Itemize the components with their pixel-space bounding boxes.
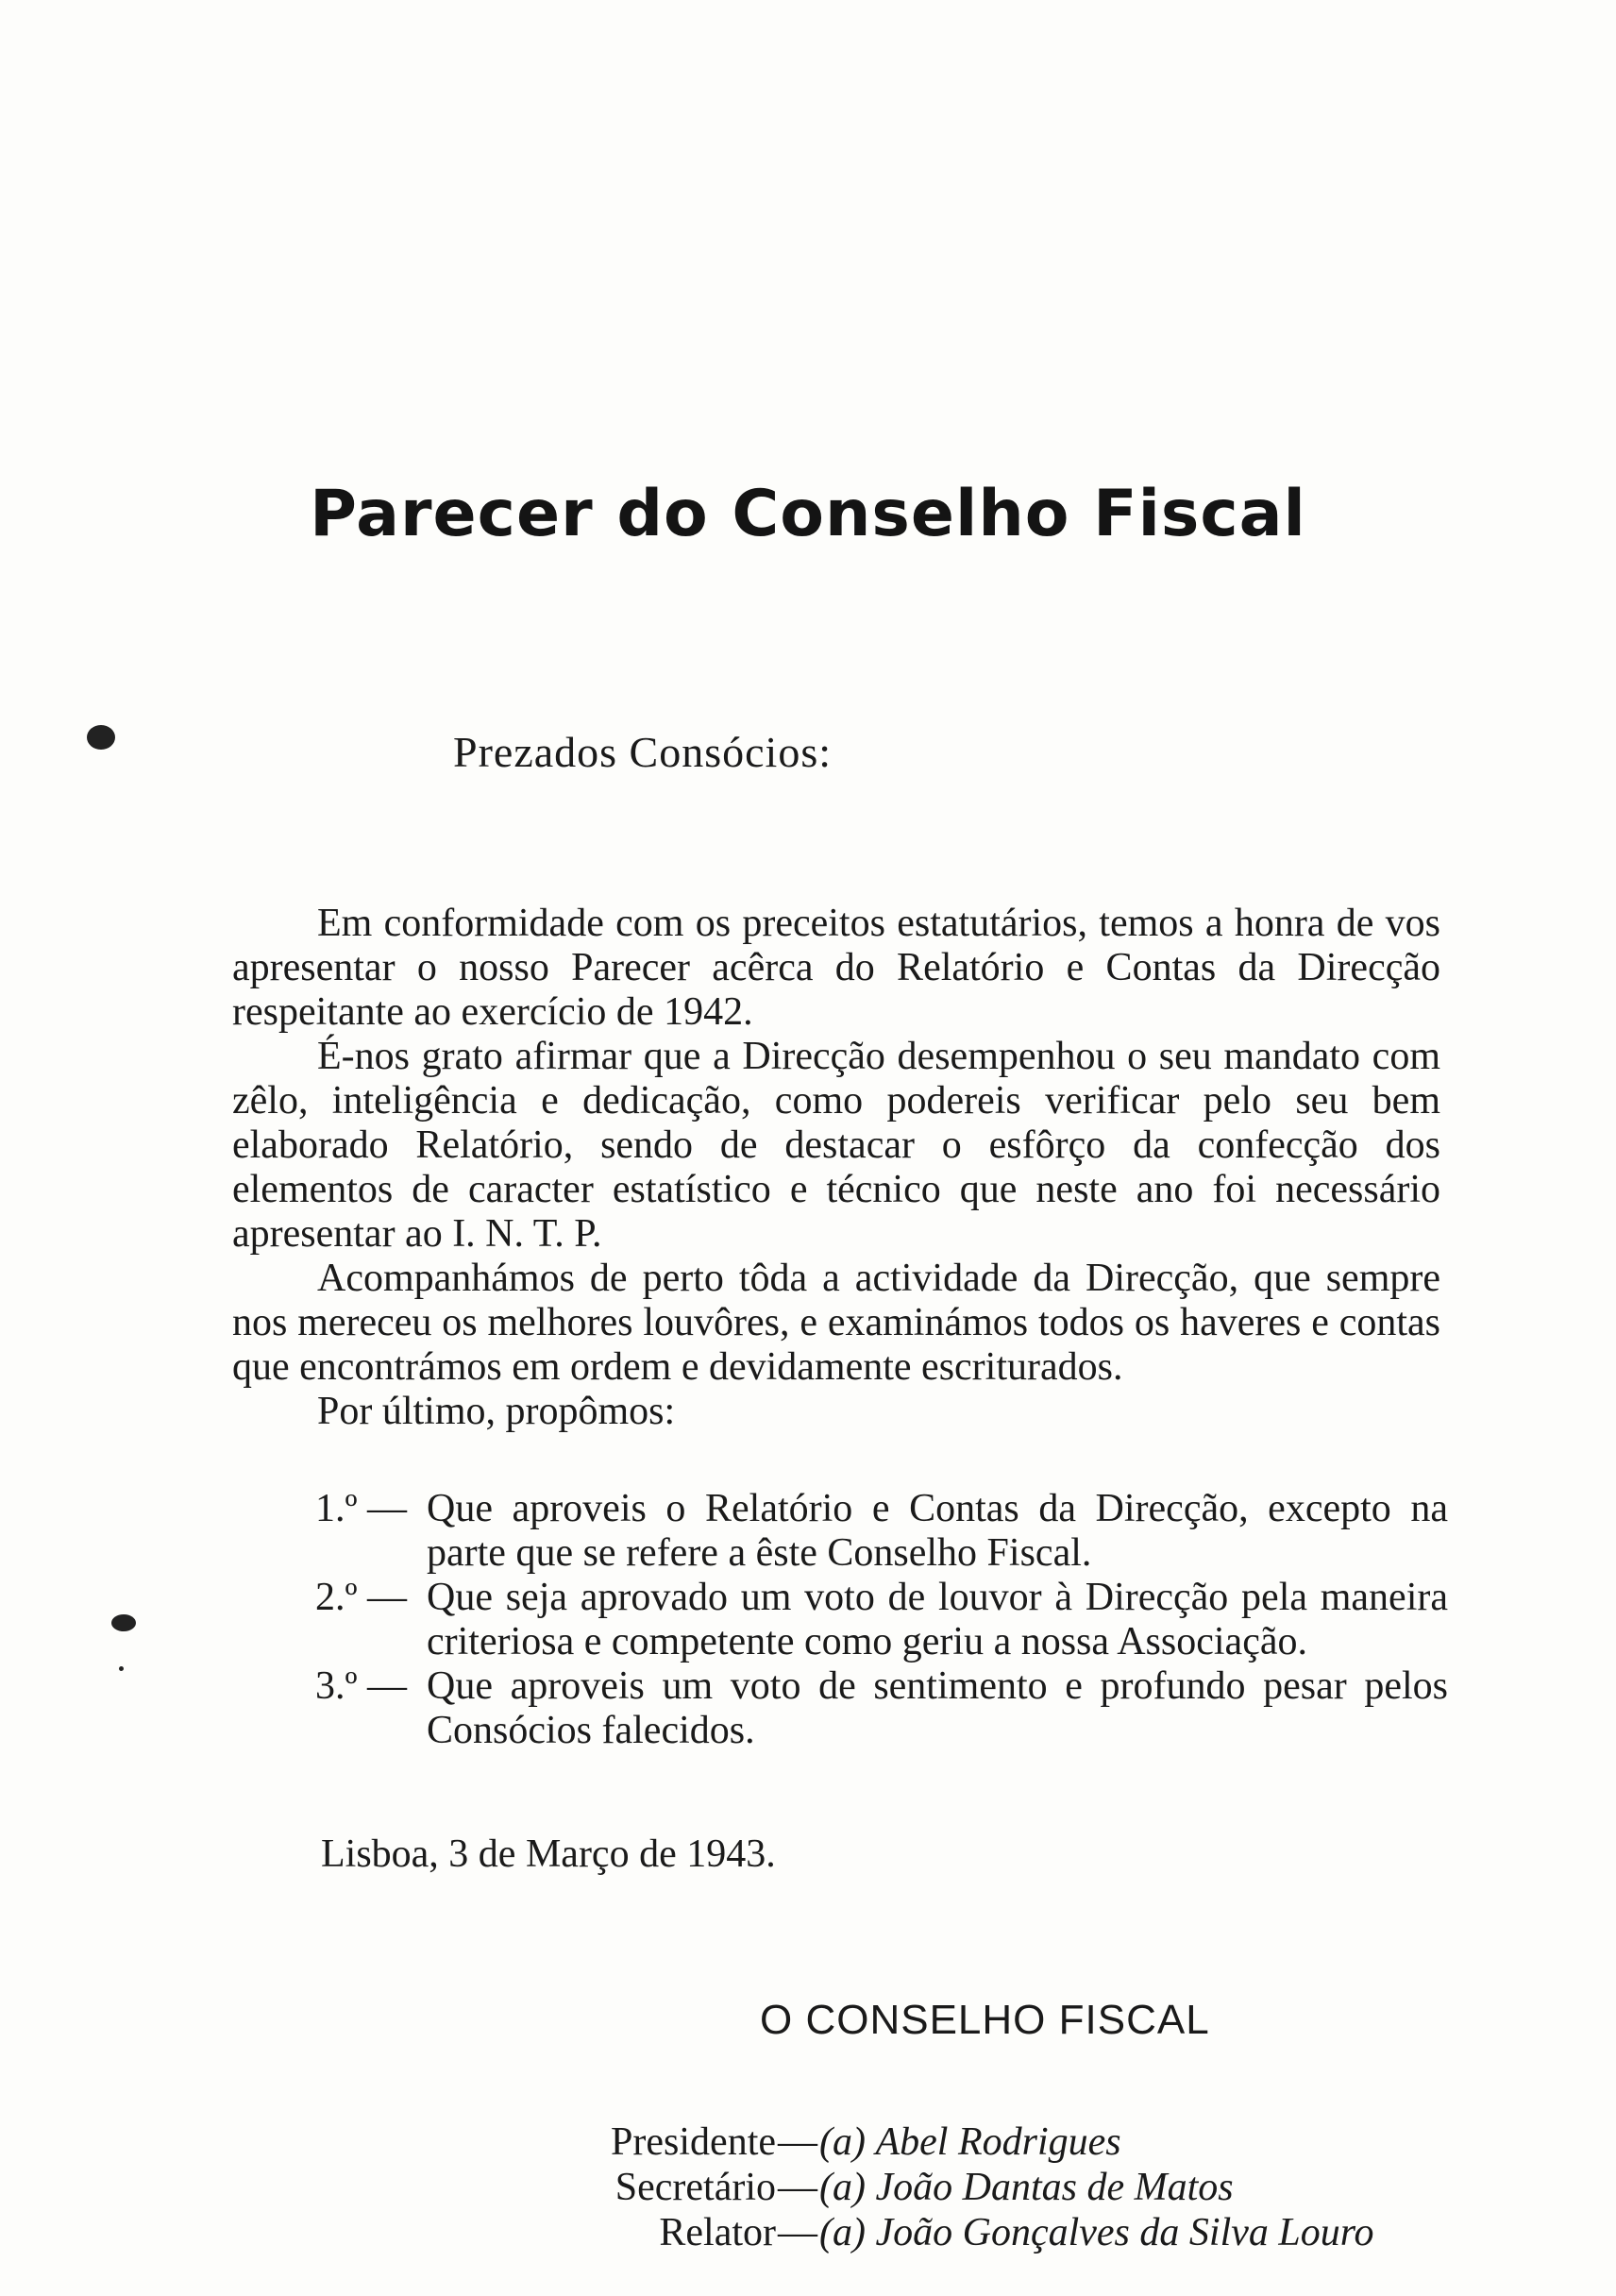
proposal-text: Que aproveis um voto de sentimento e profundo pesar pelos Consócios falecidos. [427,1664,1448,1752]
signature-name: Abel Rodrigues [875,2120,1121,2164]
proposal-number: 3.º — [315,1664,408,1708]
signature-name: João Gonçalves da Silva Louro [875,2211,1374,2254]
signature-row-relator [529,2210,1374,2255]
dateline: Lisboa, 3 de Março de 1943. [321,1832,776,1876]
scan-smudge [119,1666,124,1671]
signature-marker: (a) [819,2211,866,2254]
body-text [232,902,1440,1434]
signature-role: Secretário [614,2166,776,2209]
council-heading: O CONSELHO FISCAL [760,1997,1210,2043]
proposal-number: 2.º — [315,1576,408,1619]
signature-block [529,2119,1374,2255]
signature-dash: — [778,2120,817,2164]
scan-smudge [87,725,115,750]
scan-smudge [111,1614,136,1631]
paragraph-4: Por último, propômos: [317,1390,676,1433]
signature-dash: — [778,2166,817,2209]
page-title: Parecer do Conselho Fiscal [310,477,1306,551]
signature-marker: (a) [819,2120,866,2164]
salutation: Prezados Consócios: [453,728,833,776]
signature-dash: — [778,2211,817,2254]
signature-row-secretary [529,2165,1374,2210]
proposal-item-2 [315,1576,1448,1664]
paragraph-2: É-nos grato afirmar que a Direcção desempenhou o seu mandato com zêlo, inteligência e dedicação, como podereis verificar pelo seu bem elaborado Relatório, sendo de destacar o esfôrço da confecção dos elementos de caracter estatístico e técnico que neste ano foi necessário apresentar ao I. N. T. P. [232,1035,1440,1256]
proposal-text: Que seja aprovado um voto de louvor à Direcção pela maneira criteriosa e competente como geriu a nossa Associação. [427,1576,1448,1663]
signature-role: Relator [659,2211,776,2254]
proposal-item-1 [315,1487,1448,1576]
proposals-list [315,1487,1448,1753]
signature-name: João Dantas de Matos [875,2166,1234,2209]
signature-marker: (a) [819,2166,866,2209]
signature-role: Presidente [611,2120,776,2164]
proposal-item-3 [315,1664,1448,1753]
proposal-number: 1.º — [315,1487,408,1530]
signature-row-president [529,2119,1374,2165]
proposal-text: Que aproveis o Relatório e Contas da Direcção, excepto na parte que se refere a êste Conselho Fiscal. [427,1487,1448,1575]
paragraph-3: Acompanhámos de perto tôda a actividade da Direcção, que sempre nos mereceu os melhores louvôres, e examinámos todos os haveres e contas que encontrámos em ordem e devidamente escriturados. [232,1257,1440,1389]
paragraph-1: Em conformidade com os preceitos estatutários, temos a honra de vos apresentar o nosso Parecer acêrca do Relatório e Contas da Direcção respeitante ao exercício de 1942. [232,902,1440,1034]
